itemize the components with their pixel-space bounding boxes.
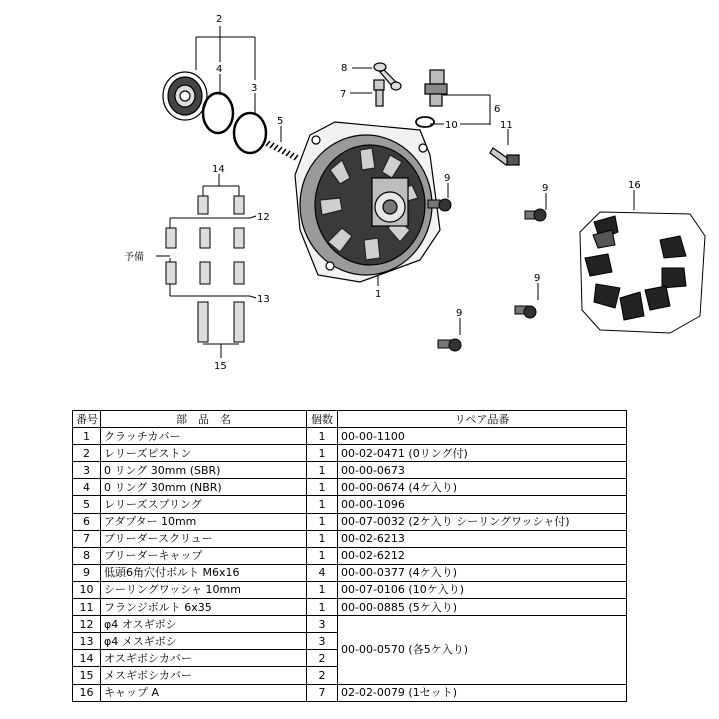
callout-1: 1 — [375, 289, 382, 300]
table-row — [73, 547, 627, 564]
adapter-icon — [425, 70, 447, 106]
release-spring-icon — [266, 141, 298, 160]
clutch-cover-icon — [295, 122, 440, 282]
callout-14: 14 — [212, 164, 225, 175]
flange-bolt-icon — [490, 148, 519, 165]
cell-part: 00-02-6213 — [338, 530, 627, 547]
cell-qty: 3 — [307, 633, 338, 650]
release-piston-icon — [163, 72, 207, 120]
header-part: リペア品番 — [338, 411, 627, 428]
cell-qty: 7 — [307, 684, 338, 701]
cell-no: 15 — [73, 667, 101, 684]
cell-no: 13 — [73, 633, 101, 650]
cell-name: クラッチカバー — [101, 428, 307, 445]
cell-qty: 3 — [307, 616, 338, 633]
cell-part: 02-02-0079 (1セット) — [338, 684, 627, 701]
cell-part-merged: 00-00-0570 (各5ケ入り) — [338, 616, 627, 684]
parts-table — [72, 410, 627, 702]
cell-name: フランジボルト 6x35 — [101, 599, 307, 616]
cell-part: 00-07-0032 (2ケ入り シーリングワッシャ付) — [338, 513, 627, 530]
cap-a-set-icon — [580, 212, 705, 333]
cell-name: 0 リング 30mm (NBR) — [101, 479, 307, 496]
cell-qty: 1 — [307, 547, 338, 564]
cell-name: ブリーダーキャップ — [101, 547, 307, 564]
cell-name: アダプター 10mm — [101, 513, 307, 530]
table-row — [73, 684, 627, 701]
callout-9b: 9 — [542, 183, 549, 194]
callout-11: 11 — [500, 120, 513, 131]
cell-part: 00-00-1096 — [338, 496, 627, 513]
callout-9c: 9 — [534, 273, 541, 284]
cell-part: 00-07-0106 (10ケ入り) — [338, 581, 627, 598]
cell-no: 1 — [73, 428, 101, 445]
table-header-row — [73, 411, 627, 428]
o-ring-sbr-icon — [234, 113, 266, 153]
cell-qty: 1 — [307, 445, 338, 462]
cell-name: φ4 オスギボシ — [101, 616, 307, 633]
hex-socket-bolt-icon — [428, 199, 546, 351]
table-row — [73, 599, 627, 616]
cell-name: 低頭6角穴付ボルト M6x16 — [101, 564, 307, 581]
cell-no: 9 — [73, 564, 101, 581]
callout-2: 2 — [216, 14, 223, 25]
cell-name: ブリーダースクリュー — [101, 530, 307, 547]
cell-no: 10 — [73, 581, 101, 598]
table-row — [73, 564, 627, 581]
cell-no: 6 — [73, 513, 101, 530]
header-qty: 個数 — [307, 411, 338, 428]
cell-name: レリーズピストン — [101, 445, 307, 462]
cell-name: レリーズスプリング — [101, 496, 307, 513]
cell-qty: 1 — [307, 513, 338, 530]
cell-no: 11 — [73, 599, 101, 616]
callout-15: 15 — [214, 361, 227, 372]
callout-7: 7 — [340, 89, 347, 100]
header-no: 番号 — [73, 411, 101, 428]
callout-5: 5 — [277, 116, 284, 127]
cell-name: メスギボシカバー — [101, 667, 307, 684]
cell-no: 4 — [73, 479, 101, 496]
cell-part: 00-02-0471 (0リング付) — [338, 445, 627, 462]
cell-qty: 2 — [307, 650, 338, 667]
callout-12: 12 — [257, 212, 270, 223]
cell-name: 0 リング 30mm (SBR) — [101, 462, 307, 479]
header-name: 部 品 名 — [101, 411, 307, 428]
cell-qty: 1 — [307, 496, 338, 513]
table-row — [73, 581, 627, 598]
cell-qty: 1 — [307, 530, 338, 547]
table-row — [73, 513, 627, 530]
callout-16: 16 — [628, 180, 641, 191]
cell-part: 00-00-0674 (4ケ入り) — [338, 479, 627, 496]
callout-10: 10 — [445, 120, 458, 131]
cell-qty: 1 — [307, 462, 338, 479]
cell-part: 00-00-0377 (4ケ入り) — [338, 564, 627, 581]
callout-spare: 予備 — [124, 252, 144, 263]
cell-no: 14 — [73, 650, 101, 667]
table-row — [73, 462, 627, 479]
cell-part: 00-00-0673 — [338, 462, 627, 479]
cell-qty: 1 — [307, 428, 338, 445]
cell-name: シーリングワッシャ 10mm — [101, 581, 307, 598]
cell-no: 7 — [73, 530, 101, 547]
table-row — [73, 496, 627, 513]
table-row — [73, 616, 627, 633]
cell-part: 00-00-0885 (5ケ入り) — [338, 599, 627, 616]
cell-name: オスギボシカバー — [101, 650, 307, 667]
callout-6: 6 — [494, 104, 501, 115]
cell-name: φ4 メスギボシ — [101, 633, 307, 650]
cell-qty: 4 — [307, 564, 338, 581]
callout-8: 8 — [341, 63, 348, 74]
cell-name: キャップ A — [101, 684, 307, 701]
cell-qty: 1 — [307, 581, 338, 598]
cell-no: 8 — [73, 547, 101, 564]
table-row — [73, 445, 627, 462]
cell-qty: 1 — [307, 599, 338, 616]
callout-13: 13 — [257, 294, 270, 305]
cell-qty: 1 — [307, 479, 338, 496]
cell-part: 00-00-1100 — [338, 428, 627, 445]
cell-no: 16 — [73, 684, 101, 701]
cell-qty: 2 — [307, 667, 338, 684]
sealing-washer-icon — [416, 117, 434, 127]
table-row — [73, 530, 627, 547]
callout-4: 4 — [216, 64, 223, 75]
bleeder-screw-icon — [374, 80, 384, 106]
cell-no: 2 — [73, 445, 101, 462]
cell-no: 5 — [73, 496, 101, 513]
table-row — [73, 428, 627, 445]
table-row — [73, 479, 627, 496]
parts-table-body — [73, 428, 627, 702]
cell-no: 3 — [73, 462, 101, 479]
cell-part: 00-02-6212 — [338, 547, 627, 564]
callout-9d: 9 — [456, 308, 463, 319]
o-ring-nbr-icon — [203, 93, 233, 133]
callout-9a: 9 — [444, 173, 451, 184]
callout-3: 3 — [251, 83, 258, 94]
cell-no: 12 — [73, 616, 101, 633]
